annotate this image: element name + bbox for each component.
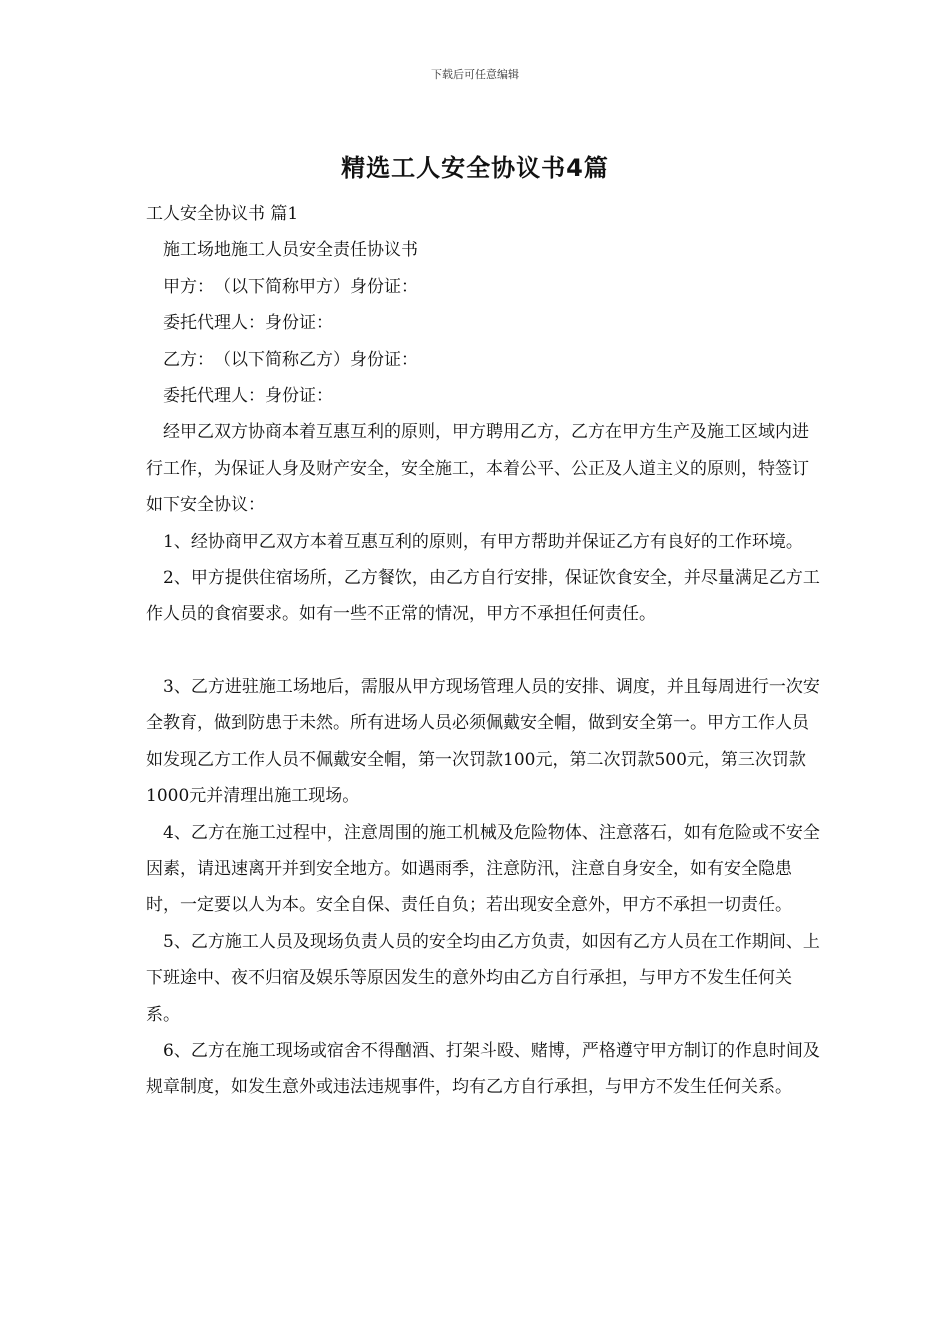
clause-1: 1、经协商甲乙双方本着互惠互利的原则，有甲方帮助并保证乙方有良好的工作环境。 xyxy=(163,531,803,552)
clause-6: 6、乙方在施工现场或宿舍不得酗酒、打架斗殴、赌博，严格遵守甲方制订的作息时间及规章制度，如发生意外或违法违规事件，均有乙方自行承担，与甲方不发生任何关系。 xyxy=(146,1040,820,1098)
section-label: 工人安全协议书 篇1 xyxy=(146,204,299,224)
agent-a-line: 委托代理人：身份证： xyxy=(163,313,333,334)
agreement-title: 施工场地施工人员安全责任协议书 xyxy=(163,240,418,261)
clause-5: 5、乙方施工人员及现场负责人员的安全均由乙方负责，如因有乙方人员在工作期间、上下班途中、夜不归宿及娱乐等原因发生的意外均由乙方自行承担，与甲方不发生任何关系。 xyxy=(146,931,820,1025)
document-body xyxy=(146,196,820,1106)
document-title: 精选工人安全协议书4篇 xyxy=(341,154,609,182)
header-note: 下载后可任意编辑 xyxy=(431,68,519,81)
party-a-line: 甲方： （以下简称甲方）身份证： xyxy=(163,276,418,297)
party-b-line: 乙方： （以下简称乙方）身份证： xyxy=(163,349,418,370)
blank-line xyxy=(146,633,820,669)
clause-3: 3、乙方进驻施工场地后，需服从甲方现场管理人员的安排、调度，并且每周进行一次安全教育，做到防患于未然。所有进场人员必须佩戴安全帽，做到安全第一。甲方工作人员如发现乙方工作人员不佩戴安全帽，第一次罚款100元，第二次罚款500元，第三次罚款1000元并清理出施工现场。 xyxy=(146,676,820,807)
clause-2: 2、甲方提供住宿场所，乙方餐饮，由乙方自行安排，保证饮食安全，并尽量满足乙方工作人员的食宿要求。如有一些不正常的情况，甲方不承担任何责任。 xyxy=(146,568,820,625)
intro-paragraph: 经甲乙双方协商本着互惠互利的原则，甲方聘用乙方，乙方在甲方生产及施工区域内进行工作，为保证人身及财产安全，安全施工，本着公平、公正及人道主义的原则，特签订如下安全协议： xyxy=(146,422,809,516)
agent-b-line: 委托代理人：身份证： xyxy=(163,386,333,407)
clause-4: 4、乙方在施工过程中，注意周围的施工机械及危险物体、注意落石，如有危险或不安全因素，请迅速离开并到安全地方。如遇雨季，注意防汛，注意自身安全，如有安全隐患时，一定要以人为本。安全自保、责任自负；若出现安全意外，甲方不承担一切责任。 xyxy=(146,822,820,916)
